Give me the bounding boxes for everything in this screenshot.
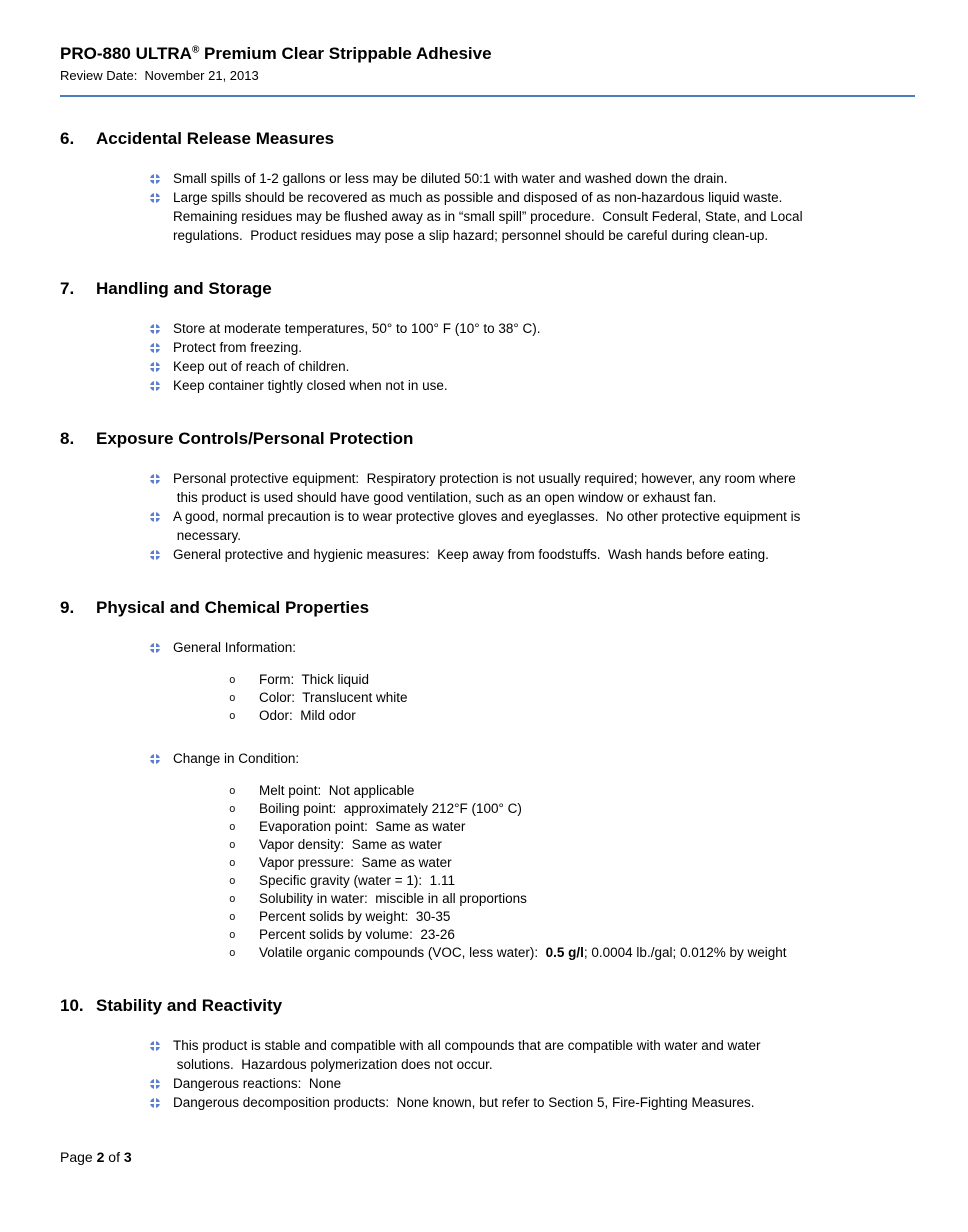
section-heading (60, 279, 918, 299)
item-text (173, 319, 541, 338)
item-text (173, 1074, 341, 1093)
item-text (173, 507, 800, 545)
text-run: Keep container tightly closed when not in use. (173, 378, 448, 393)
list-item (150, 749, 918, 962)
text-run: Small spills of 1-2 gallons or less may be diluted 50:1 with water and washed down the drain. (173, 171, 728, 186)
sub-list-item (229, 800, 787, 818)
florette-bullet-icon (150, 193, 160, 203)
bullet-list (60, 638, 918, 962)
item-text (173, 638, 408, 657)
sub-list-item (229, 782, 787, 800)
text-run: Dangerous decomposition products: None known, but refer to Section 5, Fire-Fighting Measures. (173, 1095, 755, 1110)
item-text (173, 169, 728, 188)
item-content (173, 545, 769, 564)
list-item (150, 1074, 918, 1093)
item-content (173, 376, 448, 395)
circle-bullet-icon: o (229, 856, 236, 869)
section-heading (60, 996, 918, 1016)
item-text (173, 1036, 761, 1074)
sub-item-text (259, 818, 465, 836)
text-run: Remaining residues may be flushed away as in “small spill” procedure. Consult Federal, State, and Local (173, 209, 803, 224)
header-divider-line (60, 95, 915, 97)
section-number: 7. (60, 279, 75, 298)
circle-bullet-icon: o (229, 946, 236, 959)
text-run: Form: Thick liquid (259, 672, 370, 687)
item-text (173, 188, 803, 245)
text-run: Personal protective equipment: Respiratory protection is not usually required; however, any room where (173, 471, 796, 486)
circle-bullet-icon: o (229, 910, 236, 923)
product-title (60, 44, 918, 64)
item-content (173, 338, 302, 357)
circle-bullet-icon: o (229, 874, 236, 887)
florette-bullet-icon (150, 643, 160, 653)
florette-bullet-icon (150, 1098, 160, 1108)
text-run: Keep out of reach of children. (173, 359, 350, 374)
list-item (150, 169, 918, 188)
florette-bullet-icon (150, 1041, 160, 1051)
text-run: General Information: (173, 640, 297, 655)
florette-bullet-icon (150, 1079, 160, 1089)
text-run: this product is used should have good ventilation, such as an open window or exhaust fan. (173, 490, 717, 505)
sub-list-item (229, 707, 408, 725)
section-9 (60, 598, 918, 962)
florette-bullet-icon (150, 754, 160, 764)
text-run: solutions. Hazardous polymerization does not occur. (173, 1057, 493, 1072)
sub-item-text (259, 800, 522, 818)
sub-item-text (259, 854, 452, 872)
circle-bullet-icon: o (229, 709, 236, 722)
list-item (150, 357, 918, 376)
item-text (173, 357, 349, 376)
list-item (150, 338, 918, 357)
text-run: Color: Translucent white (259, 690, 408, 705)
item-text (173, 338, 302, 357)
page-of-label: of (104, 1149, 124, 1165)
list-item (150, 638, 918, 725)
section-title: Exposure Controls/Personal Protection (96, 429, 414, 448)
item-text (173, 749, 787, 768)
item-text (173, 545, 769, 564)
item-content (173, 638, 408, 725)
text-run: regulations. Product residues may pose a slip hazard; personnel should be careful during clean-up. (173, 228, 769, 243)
page-footer (60, 1148, 918, 1166)
total-pages: 3 (123, 1149, 132, 1165)
text-run: Dangerous reactions: None (173, 1076, 342, 1091)
section-7 (60, 279, 918, 395)
bullet-list (60, 319, 918, 395)
document-header (60, 44, 918, 97)
product-title-main: PRO-880 ULTRA (60, 44, 192, 63)
sub-item-text (259, 944, 787, 962)
item-content (173, 1036, 761, 1074)
text-run: A good, normal precaution is to wear protective gloves and eyeglasses. No other protective equipment is (173, 509, 801, 524)
item-text (173, 376, 448, 395)
text-run: This product is stable and compatible with all compounds that are compatible with water and water (173, 1038, 761, 1053)
text-run: Boiling point: approximately 212°F (100° C) (259, 801, 522, 816)
list-item (150, 376, 918, 395)
product-title-suffix: Premium Clear Strippable Adhesive (199, 44, 492, 63)
sub-bullet-list (173, 671, 408, 725)
section-6 (60, 129, 918, 245)
section-title: Accidental Release Measures (96, 129, 335, 148)
section-number: 9. (60, 598, 75, 617)
text-run: Percent solids by volume: 23-26 (259, 927, 455, 942)
florette-bullet-icon (150, 512, 160, 522)
item-content (173, 749, 787, 962)
text-run: necessary. (173, 528, 242, 543)
page-label: Page (60, 1149, 97, 1165)
florette-bullet-icon (150, 362, 160, 372)
section-heading (60, 429, 918, 449)
sub-bullet-list (173, 782, 787, 962)
review-date: Review Date: November 21, 2013 (60, 68, 259, 83)
item-content (173, 169, 728, 188)
text-run: Vapor density: Same as water (259, 837, 442, 852)
circle-bullet-icon: o (229, 673, 236, 686)
sub-item-text (259, 782, 414, 800)
sub-list-item (229, 689, 408, 707)
text-run: Volatile organic compounds (VOC, less water): (259, 945, 546, 960)
list-item (150, 545, 918, 564)
florette-bullet-icon (150, 174, 160, 184)
circle-bullet-icon: o (229, 802, 236, 815)
sub-list-item (229, 926, 787, 944)
text-run: Evaporation point: Same as water (259, 819, 466, 834)
list-item (150, 469, 918, 507)
bullet-list (60, 469, 918, 564)
page-number: 2 (96, 1149, 105, 1165)
text-run: Vapor pressure: Same as water (259, 855, 452, 870)
item-content (173, 1093, 755, 1112)
florette-bullet-icon (150, 343, 160, 353)
text-run: Specific gravity (water = 1): 1.11 (259, 873, 455, 888)
section-number: 6. (60, 129, 75, 148)
sub-list-item (229, 944, 787, 962)
item-content (173, 1074, 341, 1093)
section-title: Physical and Chemical Properties (96, 598, 370, 617)
sub-list-item (229, 908, 787, 926)
section-title: Handling and Storage (96, 279, 272, 298)
text-run: General protective and hygienic measures: Keep away from foodstuffs. Wash hands before eating. (173, 547, 769, 562)
section-8 (60, 429, 918, 564)
item-content (173, 357, 349, 376)
sub-list-item (229, 854, 787, 872)
sub-list-item (229, 671, 408, 689)
florette-bullet-icon (150, 381, 160, 391)
section-heading (60, 129, 918, 149)
list-item (150, 319, 918, 338)
sub-list-item (229, 872, 787, 890)
section-10 (60, 996, 918, 1112)
florette-bullet-icon (150, 474, 160, 484)
item-content (173, 507, 800, 545)
sub-item-text (259, 908, 450, 926)
text-run: Change in Condition: (173, 751, 300, 766)
sub-item-text (259, 836, 442, 854)
sub-item-text (259, 926, 455, 944)
florette-bullet-icon (150, 550, 160, 560)
text-run: Melt point: Not applicable (259, 783, 415, 798)
section-number: 8. (60, 429, 75, 448)
list-item (150, 1093, 918, 1112)
text-run: Odor: Mild odor (259, 708, 356, 723)
florette-bullet-icon (150, 324, 160, 334)
sub-list-item (229, 890, 787, 908)
sub-item-text (259, 671, 369, 689)
text-run: ; 0.0004 lb./gal; 0.012% by weight (583, 945, 787, 960)
circle-bullet-icon: o (229, 784, 236, 797)
sub-list-item (229, 836, 787, 854)
item-content (173, 319, 541, 338)
circle-bullet-icon: o (229, 838, 236, 851)
item-text (173, 469, 796, 507)
item-content (173, 469, 796, 507)
bullet-list (60, 1036, 918, 1112)
list-item (150, 507, 918, 545)
text-run: Solubility in water: miscible in all proportions (259, 891, 527, 906)
bullet-list (60, 169, 918, 245)
sub-item-text (259, 707, 356, 725)
item-text (173, 1093, 755, 1112)
list-item (150, 188, 918, 245)
circle-bullet-icon: o (229, 691, 236, 704)
list-item (150, 1036, 918, 1074)
circle-bullet-icon: o (229, 820, 236, 833)
sub-item-text (259, 890, 527, 908)
circle-bullet-icon: o (229, 928, 236, 941)
text-run: Large spills should be recovered as much as possible and disposed of as non-hazardous liquid waste. (173, 190, 783, 205)
text-run: 0.5 g/l (545, 945, 584, 960)
section-heading (60, 598, 918, 618)
sub-item-text (259, 872, 455, 890)
text-run: Store at moderate temperatures, 50° to 100° F (10° to 38° C). (173, 321, 541, 336)
document-body (60, 129, 918, 1112)
section-title: Stability and Reactivity (96, 996, 283, 1015)
circle-bullet-icon: o (229, 892, 236, 905)
section-number: 10. (60, 996, 84, 1015)
sub-item-text (259, 689, 408, 707)
text-run: Percent solids by weight: 30-35 (259, 909, 451, 924)
sub-list-item (229, 818, 787, 836)
registered-trademark-symbol: ® (191, 44, 200, 56)
text-run: Protect from freezing. (173, 340, 303, 355)
item-content (173, 188, 803, 245)
